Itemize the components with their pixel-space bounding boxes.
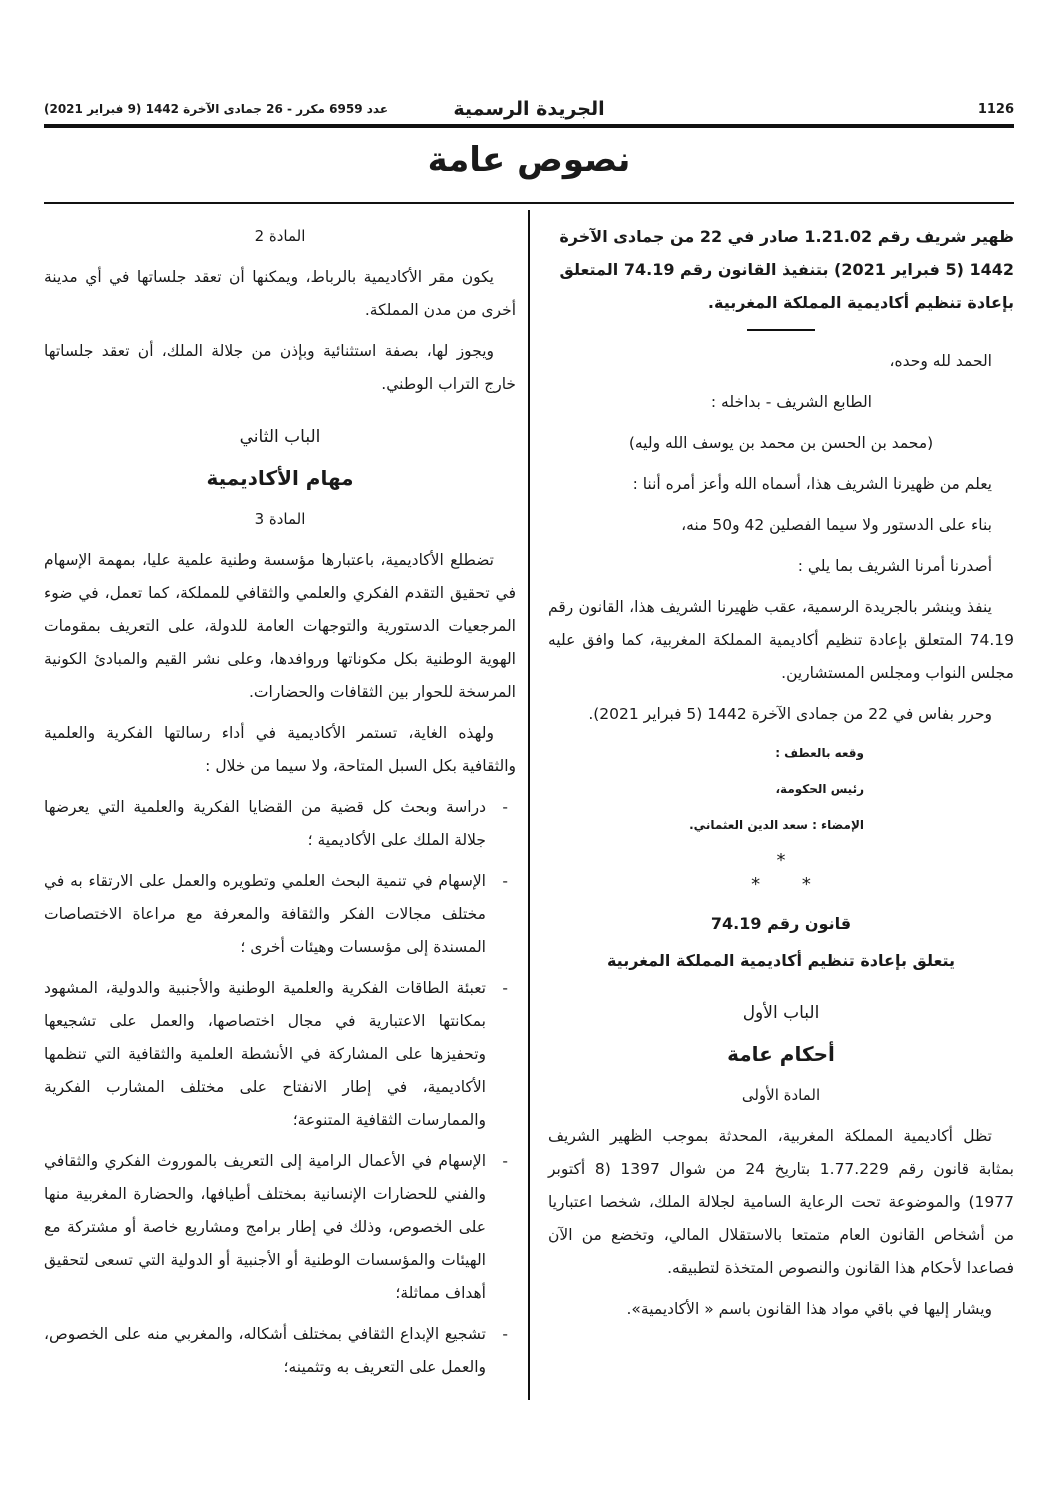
decision: أصدرنا أمرنا الشريف بما يلي : [797,557,992,575]
article-2-label: المادة 2 [254,227,306,245]
list-item [44,865,516,964]
article-2-p1: يكون مقر الأكاديمية بالرباط، ويمكنها أن تعقد جلساتها في أي مدينة أخرى من مدن المملكة. [44,268,516,319]
star-mark: * [751,874,761,895]
list-item-text: الإسهام في الأعمال الرامية إلى التعريف بالموروث الفكري والثقافي والفني للحضارات الإنسانية بمختلف أطيافها، والحضارة المغربية منها على الخصوص، وذلك في إطار برامج ومشاريع خاصة أو مشتركة مع الهيئات والمؤسسات الوطنية أو الأجنبية أو الدولية التي تسعى لتحقيق أهداف مماثلة؛ [44,1152,486,1302]
bullet-dash: - [502,979,508,997]
bullet-dash: - [502,872,508,890]
law-subject: يتعلق بإعادة تنظيم أكاديمية المملكة المغربية [606,951,956,970]
chapter-1-name: أحكام عامة [727,1042,835,1066]
law-number: قانون رقم 74.19 [710,914,852,933]
list-item-text: تعبئة الطاقات الفكرية والعلمية الوطنية والأجنبية والدولية، المشهود بمكانتها الاعتبارية في مجال اختصاصها، والعمل على تشجيعها وتحفيزها على المشاركة في الأنشطة العلمية والثقافية التي تنظمها الأكاديمية، في إطار الانفتاح على مختلف المشارب الفكرية والممارسات الثقافية المتنوعة؛ [44,979,486,1129]
bullet-dash: - [502,798,508,816]
list-item-text: تشجيع الإبداع الثقافي بمختلف أشكاله، والمغربي منه على الخصوص، والعمل على التعريف به وتثمينه؛ [44,1325,486,1376]
seal-name: (محمد بن الحسن بن محمد بن يوسف الله وليه) [628,434,934,452]
section-title: نصوص عامة [427,140,631,180]
list-item [44,1145,516,1310]
page-header [44,98,1014,126]
list-item [44,1318,516,1384]
page-number: 1126 [977,102,1014,117]
seal-label: الطابع الشريف - بداخله : [710,393,872,411]
article-3-p1: تضطلع الأكاديمية، باعتبارها مؤسسة وطنية علمية عليا، بمهمة الإسهام في تحقيق التقدم الفكري والعلمي والثقافي للمملكة، كما تعمل، في ضوء المرجعيات الدستورية والتوجهات العامة للدولة، على التعريف بمقومات الهوية الوطنية بكل مكوناتها وروافدها، وعلى نشر القيم والمبادئ الكونية المرسخة للحوار بين الثقافات والحضارات. [44,551,516,701]
section-rule [44,202,1014,204]
bullet-dash: - [502,1325,508,1343]
done-at: وحرر بفاس في 22 من جمادى الآخرة 1442 (5 فبراير 2021). [588,705,992,723]
left-column [44,220,516,1392]
gazette-title: الجريدة الرسمية [453,98,605,120]
issue-info: عدد 6959 مكرر - 26 جمادى الآخرة 1442 (9 فبراير 2021) [44,102,389,116]
article-1-alias: ويشار إليها في باقي مواد هذا القانون باسم « الأكاديمية». [626,1300,992,1318]
article-3-label: المادة 3 [254,510,306,528]
article-3-p2: ولهذه الغاية، تستمر الأكاديمية في أداء رسالتها الفكرية والعلمية والثقافية بكل السبل المتاحة، ولا سيما من خلال : [44,724,516,775]
star-mark: * [801,874,811,895]
article-2-p2: ويجوز لها، بصفة استثنائية وبإذن من جلالة الملك، أن تعقد جلساتها خارج التراب الوطني. [44,342,516,393]
dahir-title: ظهير شريف رقم 1.21.02 صادر في 22 من جمادى الآخرة 1442 (5 فبراير 2021) بتنفيذ القانون رقم 74.19 المتعلق بإعادة تنظيم أكاديمية المملكة المغربية. [559,227,1014,312]
star-separator [548,849,1014,897]
head-of-government: رئيس الحكومة، [775,782,864,796]
column-divider [528,210,530,1400]
dahir-separator [747,329,815,331]
star-mark: * [776,850,786,871]
article-1-label: المادة الأولى [741,1086,821,1104]
chapter-2-name: مهام الأكاديمية [206,466,354,490]
header-rule [44,124,1014,128]
praise: الحمد لله وحده، [889,352,992,370]
list-item-text: دراسة وبحث كل قضية من القضايا الفكرية والعلمية التي يعرضها جلالة الملك على الأكاديمية ؛ [44,798,486,849]
constitution-basis: بناء على الدستور ولا سيما الفصلين 42 و50 منه، [681,516,992,534]
article-1-text: تظل أكاديمية المملكة المغربية، المحدثة بموجب الظهير الشريف بمثابة قانون رقم 1.77.229 بتاريخ 24 من شوال 1397 (8 أكتوبر 1977) والموضوعة تحت الرعاية السامية لجلالة الملك، شخصا اعتباريا من أشخاص القانون العام متمتعا بالاستقلال المالي، وتخضع من الآن فصاعدا لأحكام هذا القانون والنصوص المتخذة لتطبيقه. [548,1127,1014,1277]
countersigned: وقعه بالعطف : [775,746,864,760]
announcement: يعلم من ظهيرنا الشريف هذا، أسماه الله وأعز أمره أننا : [632,475,992,493]
chapter-2-label: الباب الثاني [239,427,321,447]
right-column [548,220,1014,1334]
bullet-dash: - [502,1152,508,1170]
execution-text: ينفذ وينشر بالجريدة الرسمية، عقب ظهيرنا الشريف هذا، القانون رقم 74.19 المتعلق بإعادة تنظيم أكاديمية المملكة المغربية، كما وافق عليه مجلس النواب ومجلس المستشارين. [548,598,1014,682]
list-item [44,972,516,1137]
chapter-1-label: الباب الأول [742,1003,820,1023]
list-item [44,791,516,857]
list-item-text: الإسهام في تنمية البحث العلمي وتطويره والعمل على الارتقاء به في مختلف مجالات الفكر والثقافة والمعرفة مع مراعاة الاختصاصات المسندة إلى مؤسسات وهيئات أخرى ؛ [44,872,486,956]
signature: الإمضاء : سعد الدين العثماني. [689,818,864,832]
